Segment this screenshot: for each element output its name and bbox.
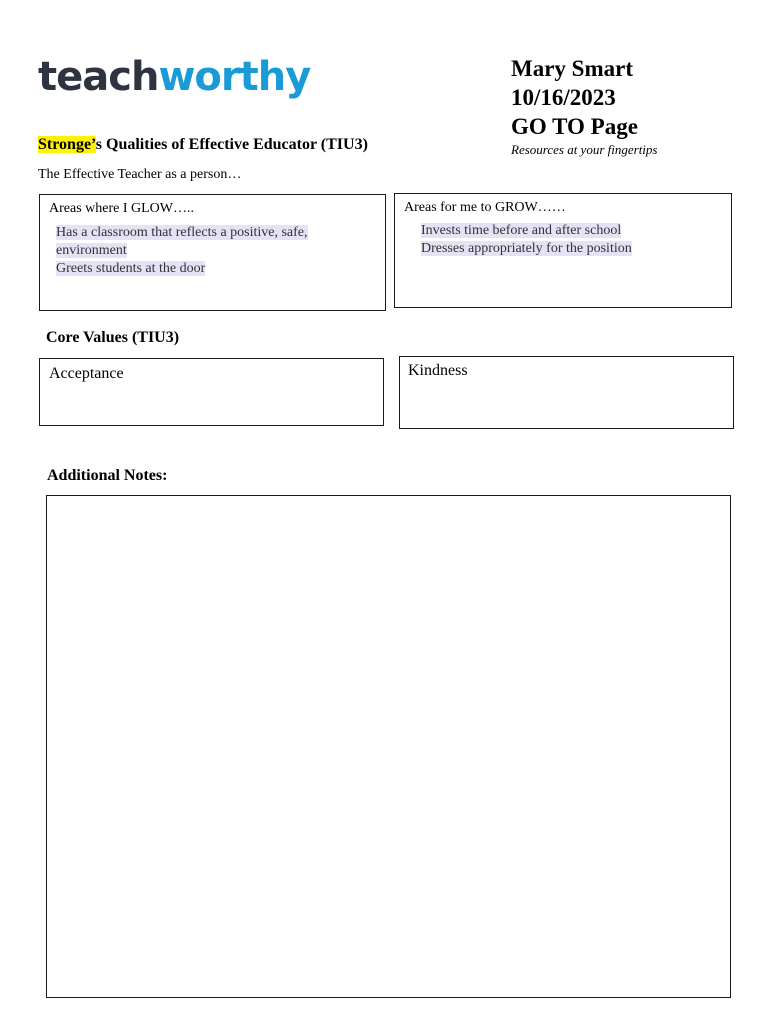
document-title xyxy=(38,136,368,154)
core-values-heading: Core Values (TIU3) xyxy=(46,329,180,346)
page-title: GO TO Page xyxy=(511,114,638,139)
grow-list xyxy=(421,222,719,258)
glow-box[interactable] xyxy=(39,194,386,311)
teachworthy-logo xyxy=(38,52,318,116)
notes-box[interactable] xyxy=(46,495,731,998)
title-rest: s Qualities of Effective Educator (TIU3) xyxy=(95,136,368,153)
document-date: 10/16/2023 xyxy=(511,85,616,110)
notes-heading: Additional Notes: xyxy=(47,467,168,484)
list-item: Dresses appropriately for the position xyxy=(421,241,632,256)
core-value-text: Kindness xyxy=(408,362,468,379)
tagline: Resources at your fingertips xyxy=(511,142,658,157)
grow-heading: Areas for me to GROW…… xyxy=(404,200,566,215)
logo-text-dark: teach xyxy=(38,54,159,100)
section-subtitle: The Effective Teacher as a person… xyxy=(38,167,242,182)
title-highlight: Stronge’ xyxy=(38,136,96,153)
glow-heading: Areas where I GLOW….. xyxy=(49,201,194,216)
core-value-box[interactable] xyxy=(39,358,384,426)
list-item: Invests time before and after school xyxy=(421,223,622,238)
list-item: Has a classroom that reflects a positive, safe, environment xyxy=(56,225,308,258)
list-item: Greets students at the door xyxy=(56,261,206,276)
svg-text:teachworthy xyxy=(38,54,311,100)
teacher-name: Mary Smart xyxy=(511,56,633,81)
glow-list xyxy=(56,224,373,278)
core-value-box[interactable] xyxy=(399,356,734,429)
grow-box[interactable] xyxy=(394,193,732,308)
core-value-text: Acceptance xyxy=(49,365,124,382)
logo-text-blue: worthy xyxy=(158,54,311,100)
